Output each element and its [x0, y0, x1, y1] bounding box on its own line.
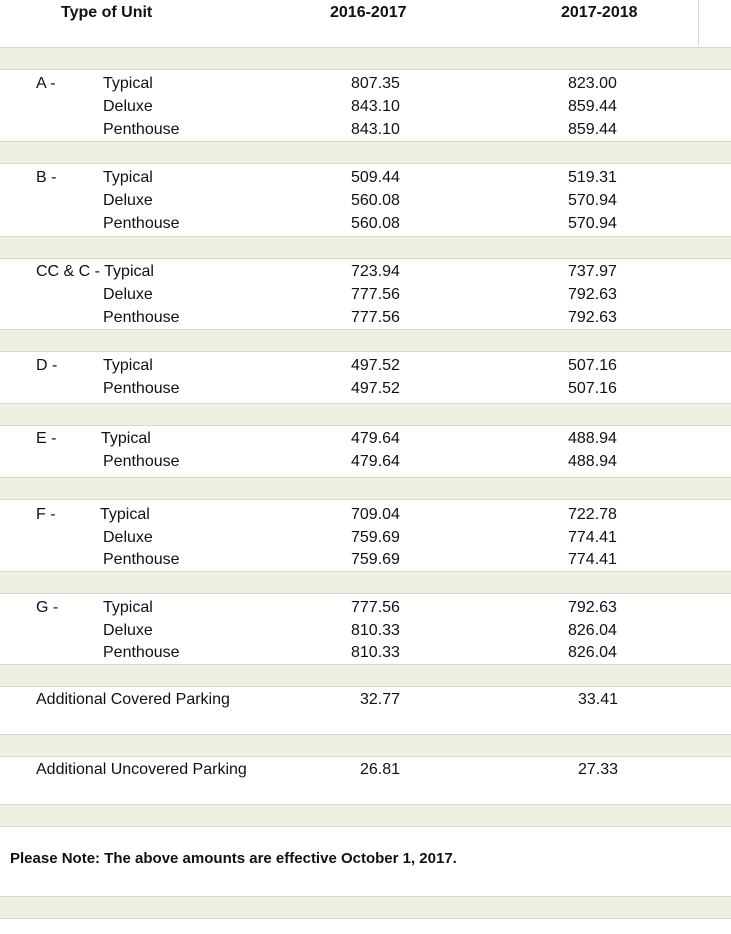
rate-2017-2018: 774.41: [568, 529, 617, 546]
unit-code: F -: [36, 506, 56, 523]
separator-band: [0, 804, 731, 827]
covered-parking-label: Additional Covered Parking: [36, 691, 230, 708]
rate-2017-2018: 722.78: [568, 506, 617, 523]
rate-2017-2018: 507.16: [568, 357, 617, 374]
rate-2016-2017: 759.69: [351, 529, 400, 546]
table-row: [0, 72, 731, 95]
rate-2017-2018: 488.94: [568, 430, 617, 447]
rate-2017-2018: 570.94: [568, 192, 617, 209]
unit-subtype: Penthouse: [103, 380, 180, 397]
year-2016-2017-header: 2016-2017: [330, 4, 407, 21]
rate-2017-2018: 826.04: [568, 622, 617, 639]
rate-2016-2017: 497.52: [351, 357, 400, 374]
unit-subtype: Deluxe: [103, 98, 153, 115]
separator-band: [0, 734, 731, 757]
table-row: [0, 450, 731, 473]
table-header: [0, 0, 699, 46]
unit-subtype: Penthouse: [103, 121, 180, 138]
table-row: [0, 503, 731, 526]
unit-subtype: Deluxe: [103, 529, 153, 546]
unit-code: E -: [36, 430, 57, 447]
unit-subtype: Typical: [103, 357, 153, 374]
rate-2017-2018: 774.41: [568, 551, 617, 568]
rate-2016-2017: 479.64: [351, 453, 400, 470]
rate-2016-2017: 810.33: [351, 622, 400, 639]
separator-band: [0, 477, 731, 500]
separator-band: [0, 236, 731, 259]
uncovered-parking-label: Additional Uncovered Parking: [36, 761, 247, 778]
separator-band: [0, 329, 731, 352]
separator-band: [0, 403, 731, 426]
type-of-unit-header: Type of Unit: [61, 4, 153, 21]
table-row: [0, 427, 731, 450]
unit-subtype: Typical: [103, 169, 153, 186]
rate-2017-2018: 27.33: [578, 761, 619, 778]
table-row: [0, 641, 731, 664]
table-row: [0, 283, 731, 306]
unit-code: G -: [36, 599, 59, 616]
table-row: [0, 166, 731, 189]
rate-2017-2018: 792.63: [568, 599, 617, 616]
table-row: [0, 526, 731, 549]
year-2017-2018-header: 2017-2018: [561, 4, 638, 21]
table-row: [0, 619, 731, 642]
table-row: [0, 212, 731, 235]
rate-2016-2017: 777.56: [351, 309, 400, 326]
rate-2016-2017: 843.10: [351, 98, 400, 115]
unit-subtype: Penthouse: [103, 453, 180, 470]
separator-band: [0, 571, 731, 594]
rate-2017-2018: 826.04: [568, 644, 617, 661]
rate-2017-2018: 859.44: [568, 121, 617, 138]
rate-2016-2017: 807.35: [351, 75, 400, 92]
unit-subtype: Typical: [103, 599, 153, 616]
rate-2017-2018: 33.41: [578, 691, 619, 708]
unit-code: A -: [36, 75, 56, 92]
rate-2016-2017: 810.33: [351, 644, 400, 661]
rate-2016-2017: 560.08: [351, 215, 400, 232]
rate-2017-2018: 792.63: [568, 286, 617, 303]
separator-band: [0, 664, 731, 687]
unit-code: D -: [36, 357, 58, 374]
rate-2016-2017: 509.44: [351, 169, 400, 186]
unit-subtype: Deluxe: [103, 192, 153, 209]
rate-2016-2017: 32.77: [360, 691, 401, 708]
table-row: [0, 377, 731, 400]
table-row: [0, 596, 731, 619]
unit-subtype: Typical: [100, 506, 150, 523]
effective-date-note: Please Note: The above amounts are effective October 1, 2017.: [10, 850, 457, 867]
unit-subtype: Penthouse: [103, 644, 180, 661]
rate-2016-2017: 777.56: [351, 286, 400, 303]
rate-2017-2018: 519.31: [568, 169, 617, 186]
rate-2016-2017: 843.10: [351, 121, 400, 138]
table-row: [0, 306, 731, 329]
unit-subtype: Typical: [101, 430, 151, 447]
table-row: [0, 260, 731, 283]
rate-2016-2017: 759.69: [351, 551, 400, 568]
table-row: [0, 548, 731, 571]
table-row: [0, 354, 731, 377]
rate-2016-2017: 723.94: [351, 263, 400, 280]
separator-band: [0, 47, 731, 70]
rate-2016-2017: 709.04: [351, 506, 400, 523]
unit-subtype: Deluxe: [103, 622, 153, 639]
unit-subtype: Typical: [103, 75, 153, 92]
rate-2017-2018: 859.44: [568, 98, 617, 115]
rate-2017-2018: 823.00: [568, 75, 617, 92]
rate-2017-2018: 737.97: [568, 263, 617, 280]
rate-2017-2018: 570.94: [568, 215, 617, 232]
rate-2017-2018: 488.94: [568, 453, 617, 470]
rate-2016-2017: 777.56: [351, 599, 400, 616]
unit-subtype: Penthouse: [103, 551, 180, 568]
table-row: [0, 758, 731, 781]
rate-2016-2017: 560.08: [351, 192, 400, 209]
separator-band: [0, 141, 731, 164]
rate-2016-2017: 497.52: [351, 380, 400, 397]
table-row: [0, 95, 731, 118]
unit-subtype: Deluxe: [103, 286, 153, 303]
unit-code: B -: [36, 169, 57, 186]
rate-2017-2018: 507.16: [568, 380, 617, 397]
unit-subtype: Penthouse: [103, 215, 180, 232]
table-row: [0, 189, 731, 212]
unit-code: CC & C - Typical: [36, 263, 154, 280]
table-row: [0, 118, 731, 141]
rate-2016-2017: 479.64: [351, 430, 400, 447]
separator-band: [0, 896, 731, 919]
unit-subtype: Penthouse: [103, 309, 180, 326]
table-row: [0, 688, 731, 711]
rate-2017-2018: 792.63: [568, 309, 617, 326]
rate-2016-2017: 26.81: [360, 761, 401, 778]
